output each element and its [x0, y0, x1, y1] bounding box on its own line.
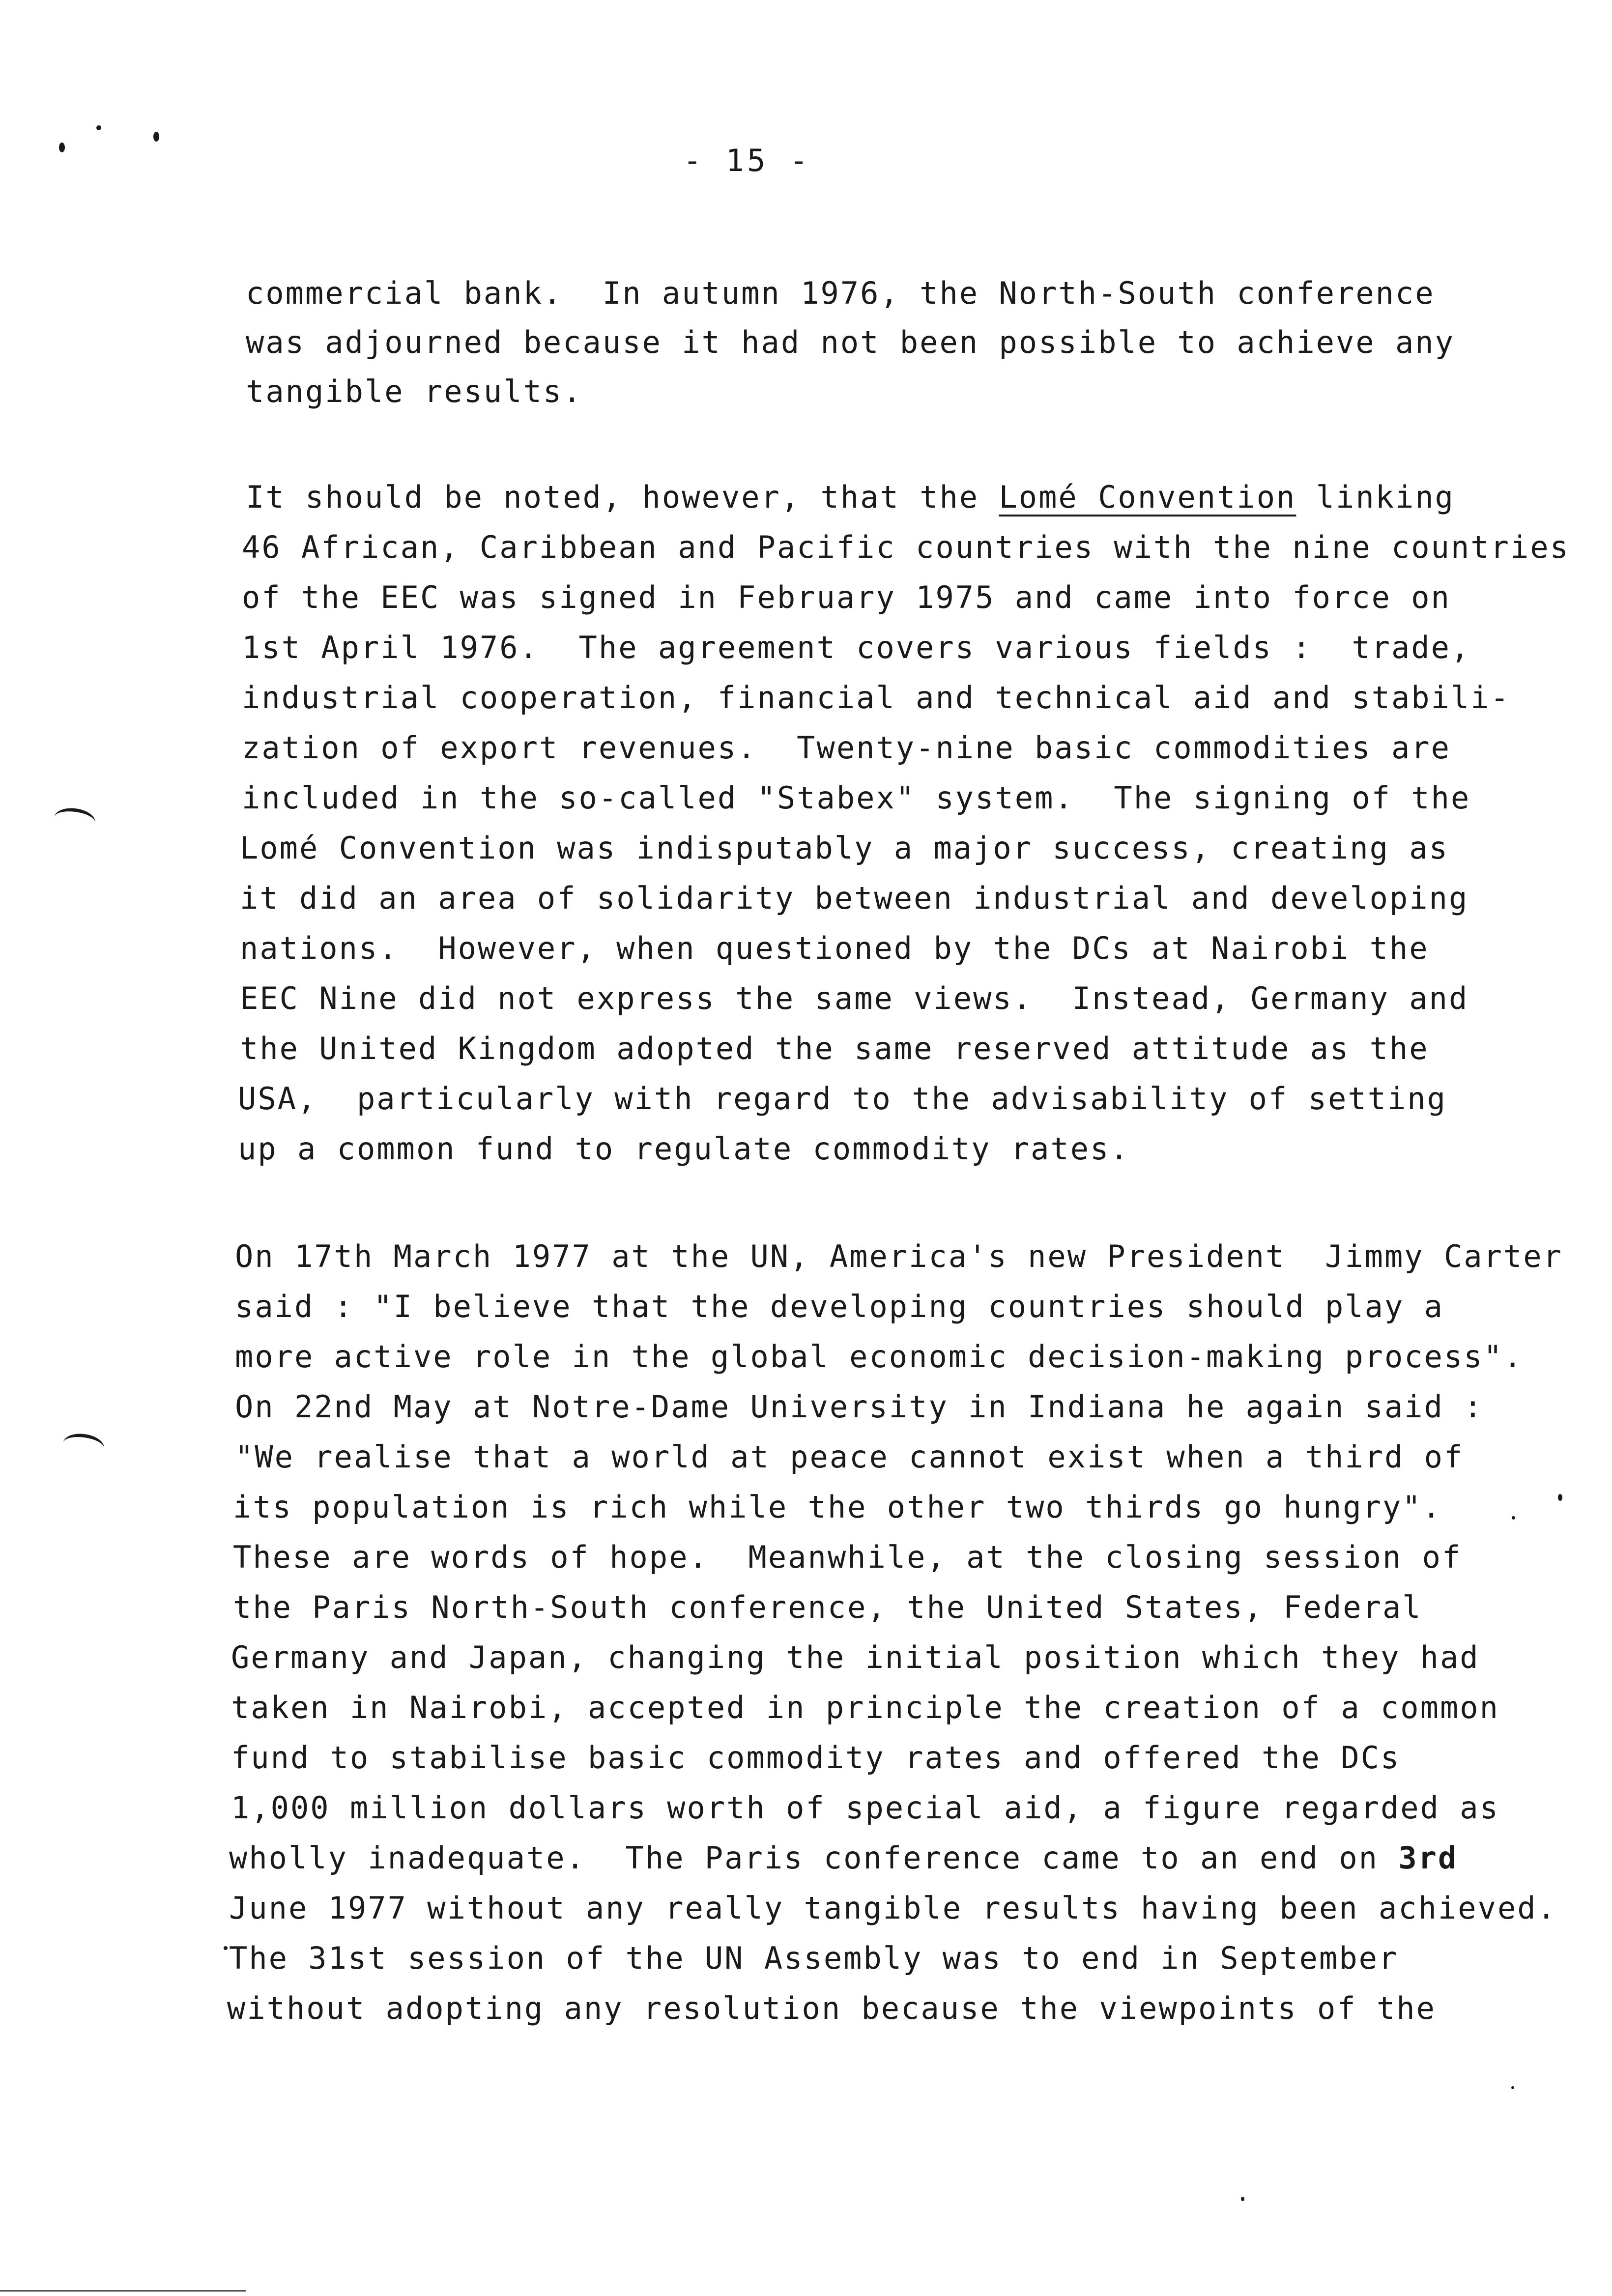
paragraph-2-text: linking: [1296, 479, 1455, 515]
paragraph-2-text: It should be noted, however, that the: [246, 479, 999, 515]
paragraph-1-line: was adjourned because it had not been possible to achieve any: [246, 324, 1455, 360]
scan-speck: [96, 125, 101, 130]
scan-speck: [1512, 1516, 1515, 1520]
paragraph-3-line: its population is rich while the other two thirds go hungry".: [233, 1489, 1442, 1525]
paragraph-2-line: included in the so-called "Stabex" system. The signing of the: [242, 780, 1471, 816]
paragraph-3-line: taken in Nairobi, accepted in principle the creation of a common: [231, 1690, 1499, 1725]
bold-date-3rd: 3rd: [1398, 1840, 1458, 1876]
paragraph-3-line: The 31st session of the UN Assembly was to end in September: [229, 1940, 1399, 1976]
paragraph-2-line: the United Kingdom adopted the same reserved attitude as the: [240, 1031, 1429, 1066]
margin-annotation-mark: [61, 1431, 106, 1460]
paragraph-2-line: USA, particularly with regard to the advisability of setting: [238, 1081, 1447, 1117]
paragraph-3-text: wholly inadequate. The Paris conference came to an end on: [229, 1840, 1399, 1876]
paragraph-3-line: On 17th March 1977 at the UN, America's new President Jimmy Carter: [235, 1238, 1563, 1274]
paragraph-2-line: zation of export revenues. Twenty-nine basic commodities are: [242, 730, 1451, 766]
scan-speck: [224, 1946, 228, 1950]
scan-speck: [1511, 2086, 1514, 2089]
paragraph-2-line: up a common fund to regulate commodity rates.: [238, 1131, 1130, 1167]
paragraph-3-line: "We realise that a world at peace cannot exist when a third of: [235, 1439, 1464, 1475]
scan-speck: [59, 143, 65, 152]
paragraph-3-line: June 1977 without any really tangible results having been achieved.: [229, 1890, 1557, 1926]
scan-speck: [153, 132, 159, 142]
scan-speck: [1241, 2197, 1244, 2201]
paragraph-3-line: more active role in the global economic decision-making process".: [235, 1339, 1524, 1375]
paragraph-1-line: commercial bank. In autumn 1976, the North-South conference: [246, 275, 1435, 311]
paragraph-3-line: fund to stabilise basic commodity rates and offered the DCs: [231, 1740, 1401, 1776]
page-number: - 15 -: [683, 143, 811, 178]
paragraph-2-line: of the EEC was signed in February 1975 and came into force on: [242, 579, 1451, 615]
paragraph-2-line: it did an area of solidarity between industrial and developing: [240, 880, 1469, 916]
lome-convention-underlined: Lomé Convention: [999, 479, 1296, 515]
paragraph-3-line: On 22nd May at Notre-Dame University in Indiana he again said :: [235, 1389, 1484, 1425]
paragraph-2-line: industrial cooperation, financial and technical aid and stabili-: [242, 680, 1510, 716]
paragraph-2-line: 46 African, Caribbean and Pacific countries with the nine countries: [242, 529, 1570, 565]
paragraph-3-line: said : "I believe that the developing countries should play a: [235, 1289, 1444, 1324]
scan-edge-line: [0, 2290, 246, 2292]
paragraph-2-line: [246, 479, 1455, 515]
paragraph-3-line: Germany and Japan, changing the initial position which they had: [231, 1639, 1480, 1675]
paragraph-1-line: tangible results.: [246, 373, 583, 409]
paragraph-2-line: EEC Nine did not express the same views. Instead, Germany and: [240, 980, 1469, 1016]
margin-annotation-mark: [53, 805, 97, 834]
paragraph-3-line: These are words of hope. Meanwhile, at the closing session of: [233, 1539, 1462, 1575]
paragraph-3-line: 1,000 million dollars worth of special aid, a figure regarded as: [231, 1790, 1499, 1826]
paragraph-3-line: the Paris North-South conference, the United States, Federal: [233, 1589, 1422, 1625]
paragraph-2-line: nations. However, when questioned by the DCs at Nairobi the: [240, 930, 1429, 966]
paragraph-3-line: [229, 1840, 1458, 1876]
scan-speck: [1558, 1494, 1562, 1501]
paragraph-2-line: 1st April 1976. The agreement covers various fields : trade,: [242, 630, 1471, 665]
paragraph-3-line: without adopting any resolution because the viewpoints of the: [227, 1990, 1436, 2026]
paragraph-2-line: Lomé Convention was indisputably a major success, creating as: [240, 830, 1449, 866]
